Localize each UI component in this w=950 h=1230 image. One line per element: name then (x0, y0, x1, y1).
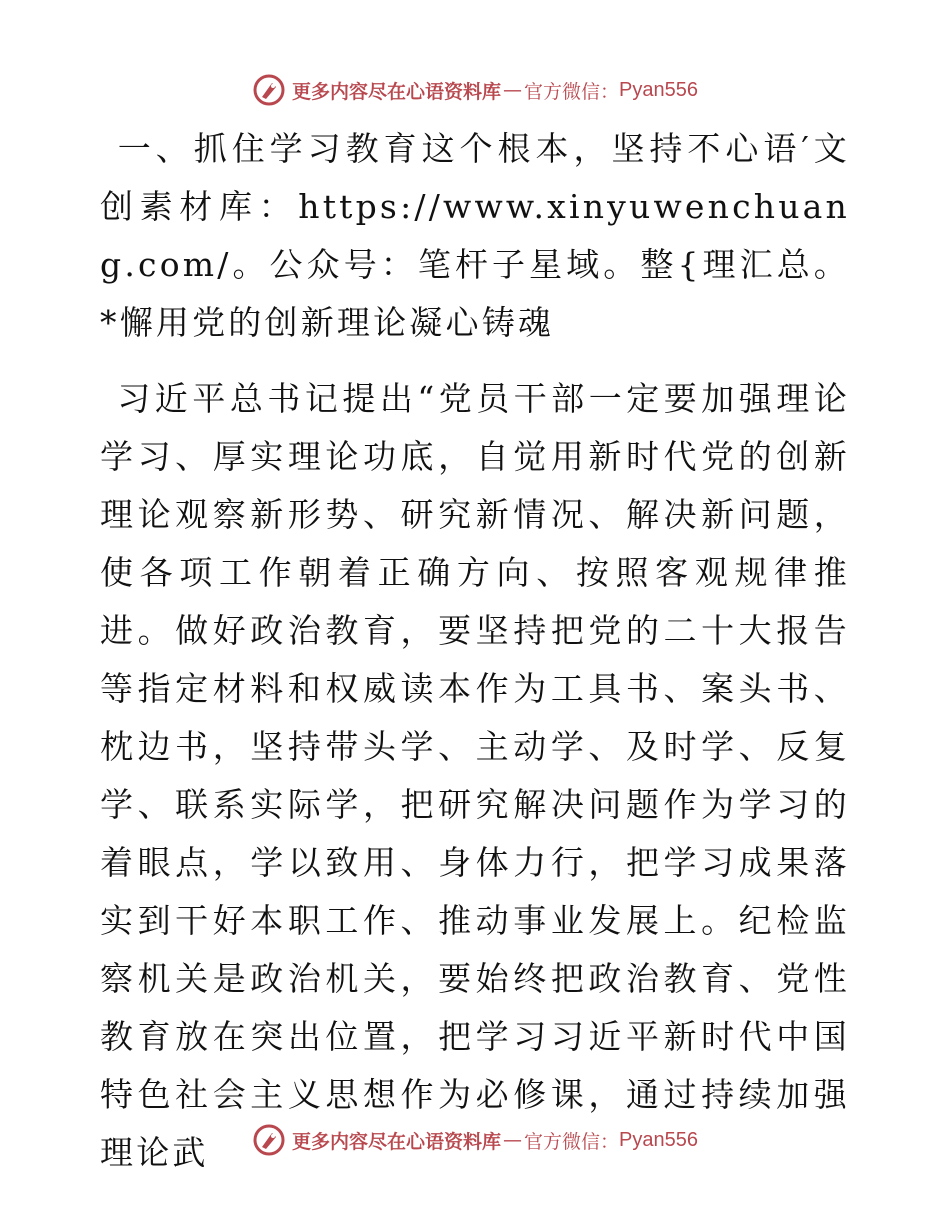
section-heading (0, 120, 950, 352)
banner-dash: — (503, 1129, 523, 1151)
banner-text: 更多内容尽在心语资料库 (292, 80, 502, 103)
pen-nib-logo-icon (252, 73, 286, 107)
banner-dash: — (503, 79, 523, 101)
body-paragraph-text: 习近平总书记提出“党员干部一定要加强理论学习、厚实理论功底，自觉用新时代党的创新理论观察新形势、研究新情况、解决新问题，使各项工作朝着正确方向、按照客观规律推进。做好政治教育，要坚持把党的二十大报告等指定材料和权威读本作为工具书、案头书、枕边书，坚持带头学、主动学、及时学、反复学、联系实际学，把研究解决问题作为学习的着眼点，学以致用、身体力行，把学习成果落实到干好本职工作、推动事业发展上。纪检监察机关是政治机关，要始终把政治教育、党性教育放在突出位置，把学习习近平新时代中国特色社会主义思想作为必修课，通过持续加强理论武 (100, 379, 850, 1172)
banner-wechat-id: Pyan556 (619, 78, 698, 101)
banner-label: 官方微信： (524, 1130, 620, 1153)
body-paragraph (0, 370, 950, 1182)
banner-wechat-id: Pyan556 (619, 1128, 698, 1151)
header-banner (0, 70, 950, 110)
banner-text: 更多内容尽在心语资料库 (292, 1130, 502, 1153)
banner-label: 官方微信： (524, 80, 620, 103)
pen-nib-logo-icon (252, 1123, 286, 1157)
footer-banner (0, 1120, 950, 1160)
section-heading-text: 一、抓住学习教育这个根本，坚持不心语′文创素材库：https://www.xinyuwenchuang.com/。公众号：笔杆子星域。整{理汇总。*懈用党的创新理论凝心铸魂 (100, 129, 850, 342)
